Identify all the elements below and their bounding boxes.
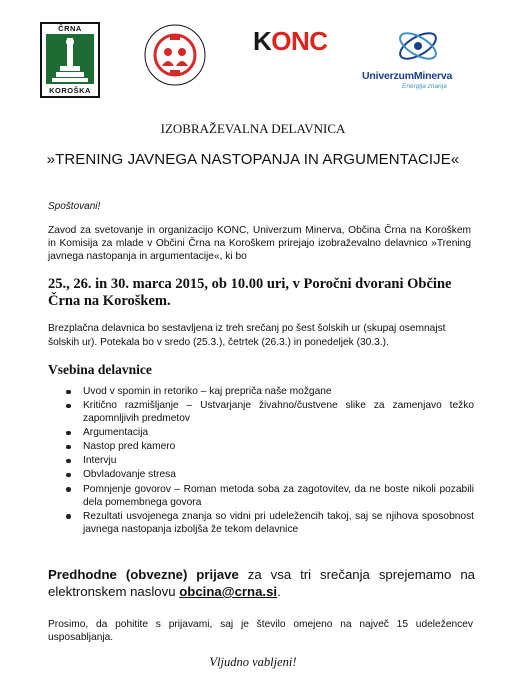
konc-letter-k: K [253, 26, 272, 56]
bullet-icon [66, 459, 71, 464]
crna-logo-top-text: ČRNA [58, 24, 82, 33]
document-title: »TRENING JAVNEGA NASTOPANJA IN ARGUMENTACIJE« [46, 151, 460, 168]
notice-paragraph: Prosimo, da pohitite s prijavami, saj je število omejeno na največ 15 udeležencev usposabljanja. [48, 619, 473, 643]
intro-paragraph: Zavod za svetovanje in organizacijo KONC, Univerzum Minerva, Občina Črna na Koroškem in Komisija za mlade v Občini Črna na Koroškem prirejajo izobraževalno delavnico »Trening javnega nastopanja in argumentacije«, ki bo [48, 225, 471, 262]
bullet-icon [66, 445, 71, 450]
schedule-paragraph: Brezplačna delavnica bo sestavljena iz treh srečanj po šest šolskih ur (skupaj osemnajst šolskih ur). Potekala bo v sredo (25.3.), četrtek (26.3.) in ponedeljek (30.3.). [48, 323, 446, 348]
bullet-icon [66, 431, 71, 436]
email-link[interactable]: obcina@crna.si [179, 584, 278, 599]
registration-text: za vsa tri srečanja sprejemamo na elektronskem naslovu [48, 567, 475, 599]
logo-bar [0, 0, 506, 110]
crna-koroska-logo [40, 22, 100, 98]
crna-logo-bottom-text: KOROŠKA [49, 86, 91, 95]
list-item: Nastop pred kamero [66, 440, 474, 453]
univerzum-minerva-logo [362, 22, 474, 94]
document-kicker: IZOBRAŽEVALNA DELAVNICA [160, 121, 346, 136]
list-item: Obvladovanje stresa [66, 468, 474, 481]
list-item: Intervju [66, 454, 474, 467]
closing-line: Vljudno vabljeni! [209, 655, 297, 669]
bullet-icon [66, 404, 71, 409]
registration-paragraph: Predhodne (obvezne) prijave za vsa tri srečanja sprejemamo na elektronskem naslovu obcina@crna.si. [48, 567, 475, 599]
konc-letters-onc: ONC [271, 26, 328, 56]
list-item: Uvod v spomin in retoriko – kaj prepriča naše možgane [66, 385, 474, 398]
event-date-line: 25., 26. in 30. marca 2015, ob 10.00 uri, v Poročni dvorani Občine Črna na Koroškem. [48, 276, 452, 309]
content-section-title: Vsebina delavnice [48, 362, 152, 377]
prijazna-badge-icon [142, 22, 208, 88]
minerva-tagline: Energija znanja [402, 83, 447, 90]
list-item: Kritično razmišljanje – Ustvarjanje živahno/čustvene slike za zamenjavo težko zapomnljivih predmetov [66, 399, 474, 425]
topics-list [66, 385, 474, 537]
registration-bold-text: Predhodne (obvezne) prijave [48, 567, 239, 582]
minerva-name: UniverzumMinerva [362, 70, 453, 82]
bullet-icon [66, 487, 71, 492]
bullet-icon [66, 473, 71, 478]
bullet-icon [66, 390, 71, 395]
list-item: Pomnjenje govorov – Roman metoda soba za zagotovitev, da ne boste nikoli pozabili dela pomembnega govora [66, 483, 474, 509]
prijazna-obcina-logo [142, 22, 208, 88]
konc-logo [253, 26, 345, 66]
list-item: Argumentacija [66, 426, 474, 439]
greeting: Spoštovani! [48, 201, 101, 212]
bullet-icon [66, 514, 71, 519]
list-item: Rezultati usvojenega znanja so vidni pri udeležencih takoj, saj se njihova sposobnost javnega nastopanja izboljša že tekom delavnice [66, 510, 474, 536]
minerva-orbit-icon [362, 22, 474, 70]
